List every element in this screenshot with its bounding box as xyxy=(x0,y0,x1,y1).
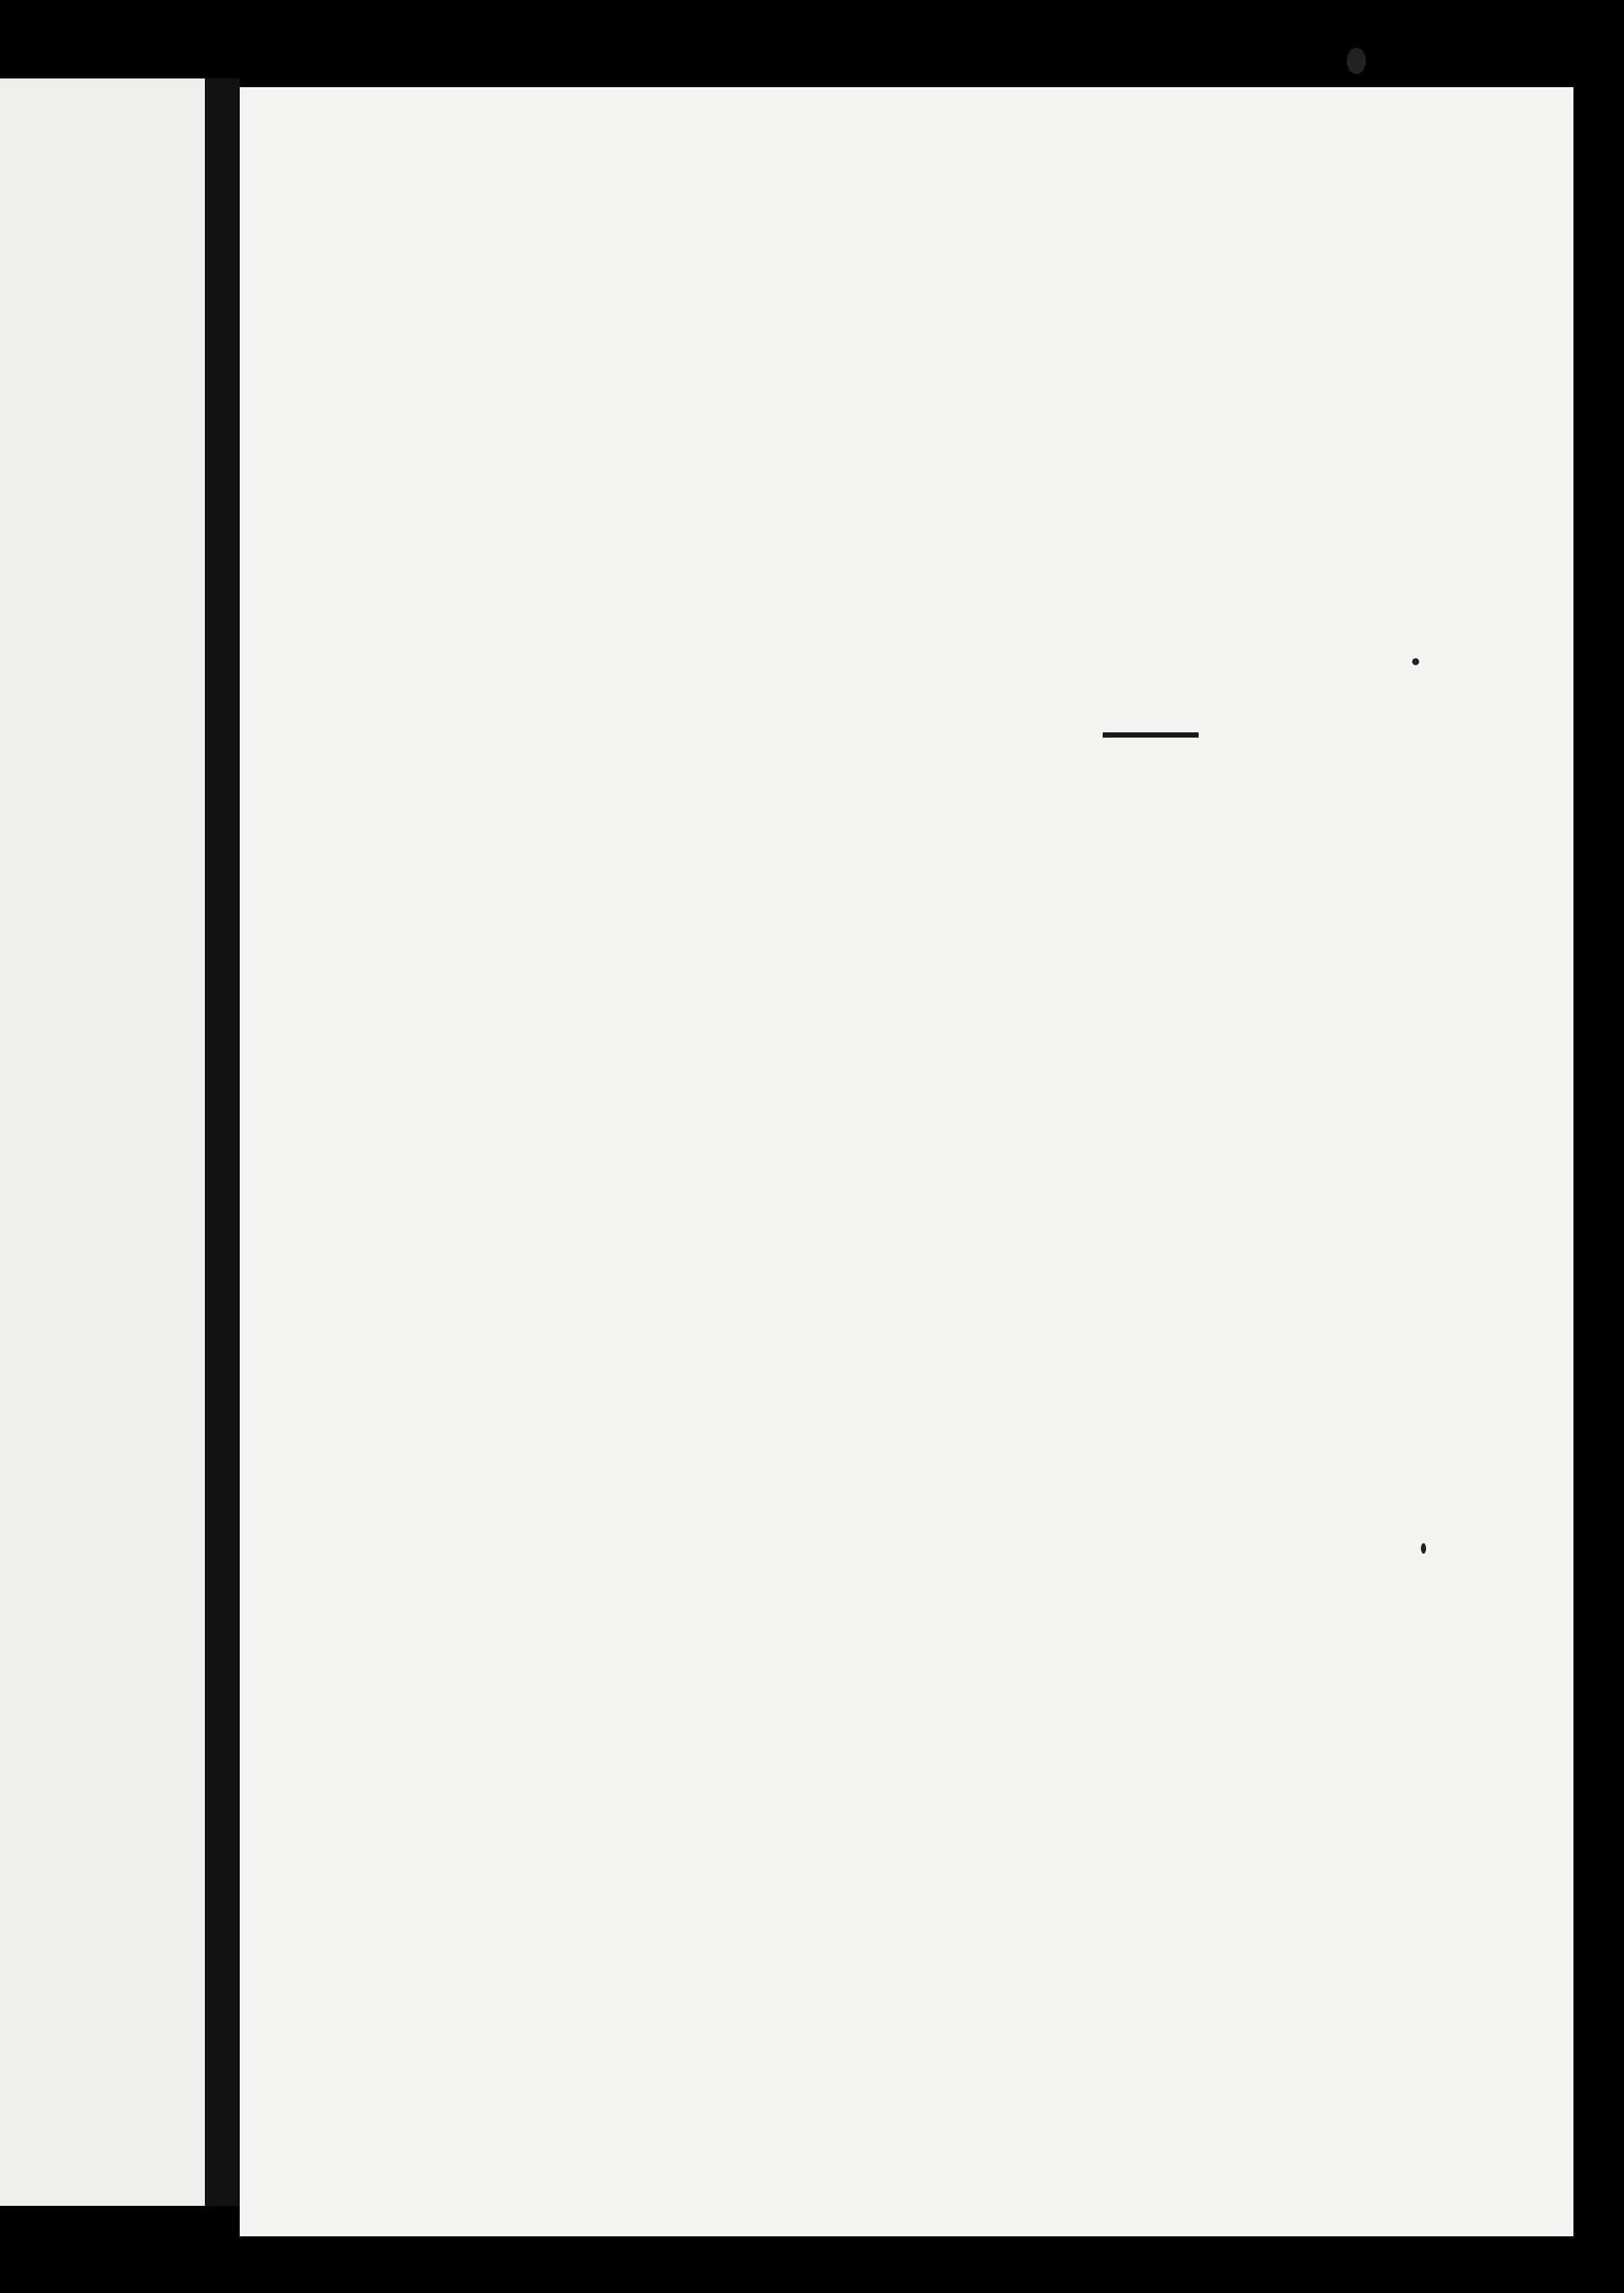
facing-page-edge xyxy=(0,78,205,2206)
scan-speck xyxy=(1347,48,1366,74)
toc-page xyxy=(240,87,1573,2236)
scan-speck xyxy=(1412,658,1419,665)
scan-speck xyxy=(1421,1543,1426,1554)
book-gutter xyxy=(205,78,240,2206)
title-rule xyxy=(1103,732,1199,738)
